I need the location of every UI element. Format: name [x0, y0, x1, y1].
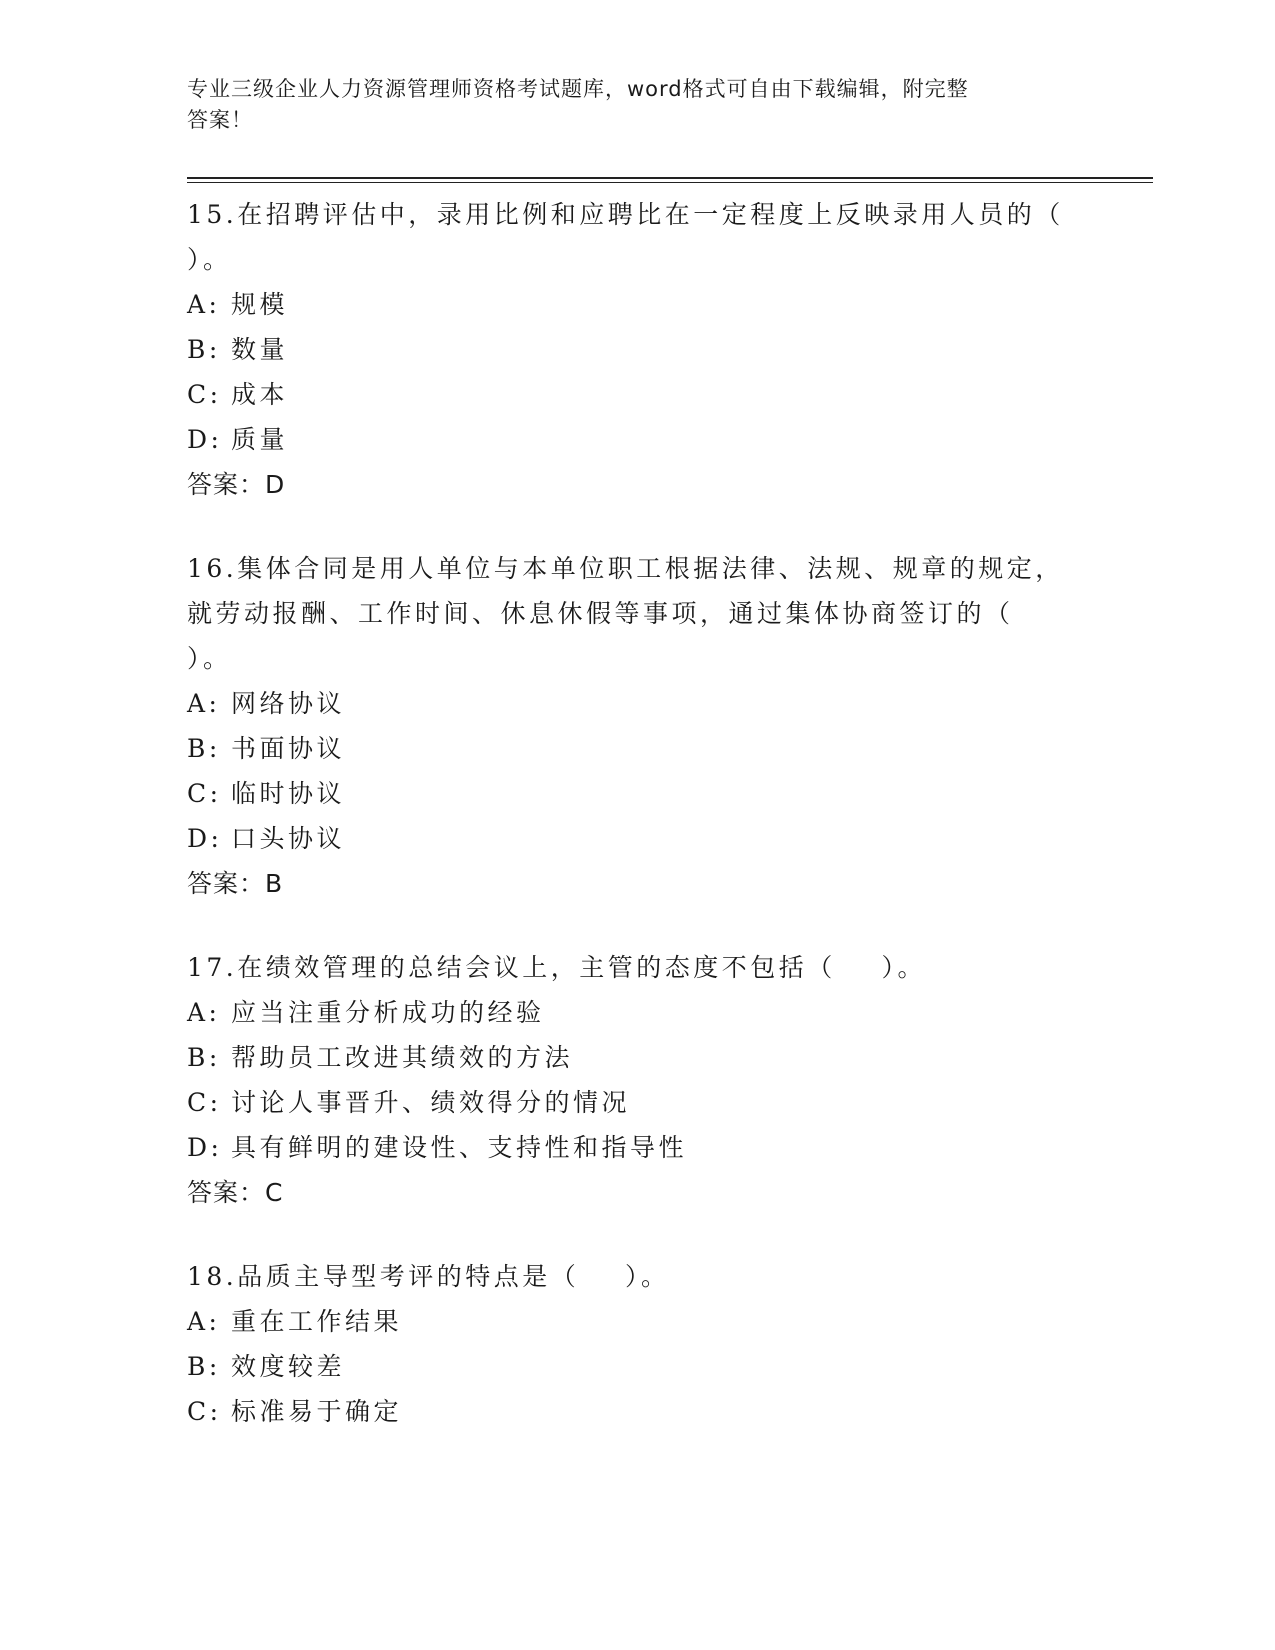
answer-line: 答案：D [187, 470, 286, 499]
option-text: 数量 [231, 335, 289, 364]
option-text: 重在工作结果 [231, 1307, 403, 1336]
question-block [187, 546, 1087, 906]
option-text: 具有鲜明的建设性、支持性和指导性 [231, 1133, 688, 1162]
header-divider-thin [187, 182, 1153, 183]
option-text: 质量 [231, 425, 289, 454]
answer-option [187, 681, 1087, 726]
answer-option [187, 816, 1087, 861]
answer-option [187, 372, 1087, 417]
option-key: B: [187, 335, 221, 364]
question-list [187, 192, 1087, 1473]
answer-option [187, 282, 1087, 327]
answer-option [187, 1125, 1087, 1170]
option-key: C: [187, 1397, 222, 1426]
answer-option [187, 1389, 1087, 1434]
question-stem-line: 15.在招聘评估中，录用比例和应聘比在一定程度上反映录用人员的（ [187, 200, 1064, 229]
answer-line: 答案：C [187, 1178, 284, 1207]
option-text: 帮助员工改进其绩效的方法 [231, 1043, 574, 1072]
option-key: B: [187, 734, 221, 763]
question-stem-line: 16.集体合同是用人单位与本单位职工根据法律、法规、规章的规定， [187, 554, 1064, 583]
option-text: 规模 [231, 290, 289, 319]
question-stem-line: ）。 [187, 245, 232, 274]
answer-option [187, 417, 1087, 462]
answer-option [187, 1299, 1087, 1344]
option-key: A: [187, 1307, 221, 1336]
option-key: D: [187, 824, 223, 853]
option-text: 效度较差 [231, 1352, 346, 1381]
option-key: D: [187, 425, 223, 454]
document-header [187, 74, 1067, 136]
header-divider-thick [187, 177, 1153, 179]
option-key: B: [187, 1043, 221, 1072]
answer-option [187, 1080, 1087, 1125]
question-stem-line: 17.在绩效管理的总结会议上，主管的态度不包括（ ）。 [187, 953, 927, 982]
question-block [187, 945, 1087, 1215]
answer-option [187, 327, 1087, 372]
option-key: A: [187, 998, 221, 1027]
answer-option [187, 1035, 1087, 1080]
question-stem-line: 就劳动报酬、工作时间、休息休假等事项，通过集体协商签订的（ [187, 599, 1014, 628]
header-line-2: 答案！ [187, 108, 253, 132]
option-text: 标准易于确定 [231, 1397, 403, 1426]
header-line-1: 专业三级企业人力资源管理师资格考试题库，word格式可自由下载编辑，附完整 [187, 77, 969, 101]
option-text: 应当注重分析成功的经验 [231, 998, 545, 1027]
option-text: 讨论人事晋升、绩效得分的情况 [231, 1088, 631, 1117]
answer-option [187, 771, 1087, 816]
answer-line: 答案：B [187, 869, 284, 898]
option-text: 书面协议 [231, 734, 346, 763]
question-stem-line: ）。 [187, 644, 232, 673]
option-key: A: [187, 290, 221, 319]
option-key: C: [187, 779, 222, 808]
answer-option [187, 726, 1087, 771]
option-key: D: [187, 1133, 223, 1162]
option-text: 临时协议 [231, 779, 346, 808]
question-stem-line: 18.品质主导型考评的特点是（ ）。 [187, 1262, 670, 1291]
option-text: 口头协议 [231, 824, 346, 853]
option-key: C: [187, 1088, 222, 1117]
answer-option [187, 1344, 1087, 1389]
option-key: C: [187, 380, 222, 409]
option-key: A: [187, 689, 221, 718]
option-text: 成本 [231, 380, 289, 409]
question-block [187, 192, 1087, 507]
option-text: 网络协议 [231, 689, 346, 718]
answer-option [187, 990, 1087, 1035]
option-key: B: [187, 1352, 221, 1381]
question-block [187, 1254, 1087, 1434]
